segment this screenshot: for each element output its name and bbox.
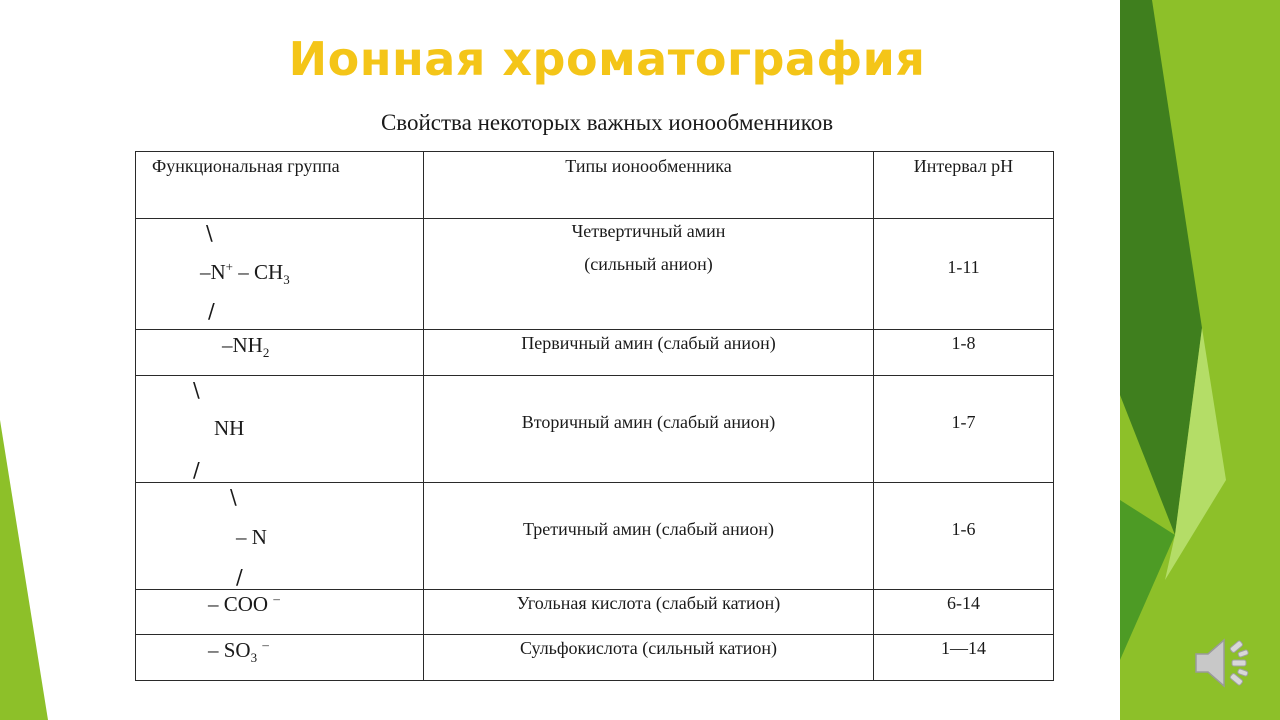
header-functional-group: Функциональная группа (136, 152, 424, 219)
formula: – N (236, 525, 267, 549)
slide-content (92, 0, 1120, 718)
ph-range-cell: 1-7 (874, 376, 1054, 483)
formula: NH (214, 416, 245, 440)
ph-range-cell: 1-11 (874, 219, 1054, 330)
bond-top: \ (206, 221, 213, 245)
ph-range-cell: 6-14 (874, 590, 1054, 635)
table-row (136, 590, 1054, 635)
bond-bottom: / (208, 299, 215, 323)
functional-group-cell: $-NH_2$ (136, 330, 424, 376)
bond-bottom: / (236, 565, 243, 589)
table-row (136, 376, 1054, 483)
table-row (136, 330, 1054, 376)
exchanger-type-cell: Угольная кислота (слабый катион) (424, 590, 874, 635)
exchanger-type-cell: Третичный амин (слабый анион) (424, 483, 874, 590)
functional-group-cell (136, 219, 424, 330)
ph-range-cell: 1—14 (874, 635, 1054, 681)
table-row (136, 483, 1054, 590)
speaker-icon[interactable] (1190, 630, 1256, 696)
ion-exchanger-table (135, 151, 1054, 681)
functional-group-cell (136, 376, 424, 483)
exchanger-type-cell: Первичный амин (слабый анион) (424, 330, 874, 376)
table-header-row (136, 152, 1054, 219)
exchanger-type-cell: Вторичный амин (слабый анион) (424, 376, 874, 483)
functional-group-cell (136, 483, 424, 590)
slide-title: Ионная хроматография (288, 32, 926, 86)
bond-bottom: / (193, 458, 200, 482)
functional-group-cell: – COO – (136, 590, 424, 635)
ph-range-cell: 1-6 (874, 483, 1054, 590)
header-exchanger-type: Типы ионообменника (424, 152, 874, 219)
functional-group-cell: – $SO_3$ – (136, 635, 424, 681)
ph-range-cell: 1-8 (874, 330, 1054, 376)
exchanger-type-cell: Четвертичный амин (сильный анион) (424, 219, 874, 330)
left-green-shape (0, 420, 48, 720)
header-ph-range: Интервал pH (874, 152, 1054, 219)
exchanger-type-cell: Сульфокислота (сильный катион) (424, 635, 874, 681)
table-row (136, 635, 1054, 681)
bond-top: \ (193, 378, 200, 402)
table-row (136, 219, 1054, 330)
bond-top: \ (230, 485, 237, 509)
table-caption: Свойства некоторых важных ионообменников (380, 110, 834, 135)
formula: $-N^+ - CH_3$ (200, 259, 290, 288)
